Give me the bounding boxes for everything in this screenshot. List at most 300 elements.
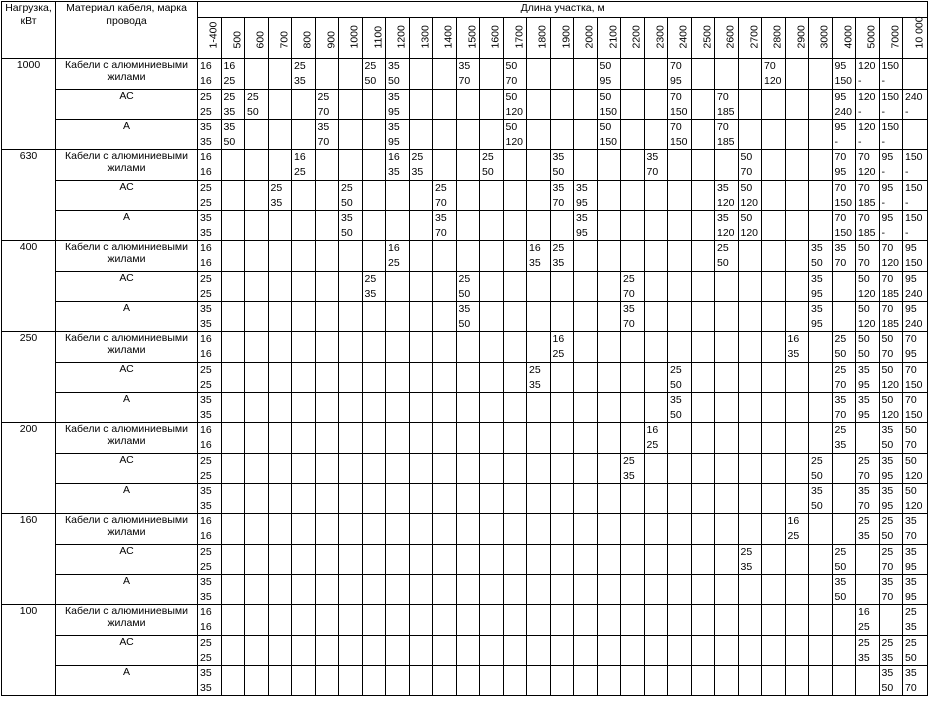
- section-value-bottom: 50: [670, 408, 682, 421]
- section-cell: [268, 181, 292, 211]
- section-value-bottom: 25: [200, 105, 212, 118]
- section-cell: [550, 302, 574, 332]
- section-value-bottom: 185: [858, 196, 876, 209]
- section-cell: [644, 181, 668, 211]
- section-value-bottom: 35: [364, 287, 377, 300]
- section-cell: [245, 302, 269, 332]
- section-cell: [621, 302, 645, 332]
- section-cell: [362, 150, 386, 181]
- section-cell: [292, 514, 316, 545]
- length-column-header: [433, 18, 457, 59]
- length-label: 2100: [607, 25, 620, 49]
- section-value-top: 70: [670, 121, 682, 133]
- section-cell: [409, 636, 433, 666]
- section-value-bottom: 50: [247, 105, 259, 118]
- section-cell: [362, 514, 386, 545]
- section-cell: [809, 545, 833, 575]
- section-cell: [621, 514, 645, 545]
- section-value-bottom: 25: [294, 165, 306, 178]
- section-value-top: 70: [834, 212, 847, 224]
- section-cell: [480, 454, 504, 484]
- section-cell: [856, 241, 880, 272]
- section-cell: [715, 272, 739, 302]
- section-cell: [621, 454, 645, 484]
- section-value-top: 70: [858, 212, 870, 224]
- section-cell: [879, 666, 903, 696]
- section-cell: [456, 90, 480, 120]
- section-cell: [574, 332, 598, 363]
- section-cell: [221, 90, 245, 120]
- section-cell: [433, 272, 457, 302]
- section-cell: [292, 181, 316, 211]
- section-cell: [503, 393, 527, 423]
- section-value-top: 150: [905, 182, 923, 194]
- section-cell: [903, 181, 928, 211]
- section-cell: [503, 575, 527, 605]
- section-value-bottom: 95: [811, 287, 823, 300]
- section-value-top: 50: [505, 60, 518, 72]
- section-cell: [621, 181, 645, 211]
- section-cell: [597, 59, 621, 90]
- length-label: 1400: [442, 25, 455, 49]
- section-cell: [409, 120, 433, 150]
- section-cell: [809, 59, 833, 90]
- load-value: 400: [2, 241, 56, 332]
- length-column-header: [409, 18, 433, 59]
- section-cell: [433, 302, 457, 332]
- section-value-bottom: 35: [834, 438, 847, 451]
- length-column-header: [221, 18, 245, 59]
- section-cell: [574, 181, 598, 211]
- section-value-bottom: 25: [646, 438, 659, 451]
- section-value-top: 240: [905, 91, 923, 103]
- section-cell: [809, 241, 833, 272]
- length-column-header: [715, 18, 739, 59]
- section-cell: [856, 181, 880, 211]
- section-value-bottom: 70: [834, 256, 847, 269]
- section-value-bottom: -: [905, 165, 909, 178]
- section-cell: [245, 484, 269, 514]
- section-cell: [574, 150, 598, 181]
- section-cell: [597, 545, 621, 575]
- section-cell: [644, 211, 668, 241]
- section-cell: [386, 59, 410, 90]
- section-value-bottom: 50: [223, 135, 236, 148]
- section-cell: [503, 302, 527, 332]
- section-value-top: 50: [881, 364, 894, 376]
- section-cell: [856, 272, 880, 302]
- section-cell: [456, 332, 480, 363]
- section-cell: [221, 150, 245, 181]
- section-cell: [292, 241, 316, 272]
- section-cell: [480, 211, 504, 241]
- section-value-bottom: 120: [881, 408, 900, 421]
- material-cell: Кабели с алюминиевыми жилами: [56, 514, 198, 545]
- table-row: [2, 181, 928, 211]
- section-cell: [785, 211, 809, 241]
- section-cell: [339, 241, 363, 272]
- section-cell: [362, 59, 386, 90]
- section-cell: [574, 241, 598, 272]
- section-cell: [644, 514, 668, 545]
- length-column-header: [198, 18, 222, 59]
- section-value-top: 35: [552, 151, 565, 163]
- section-cell: [245, 211, 269, 241]
- section-cell: [292, 484, 316, 514]
- section-cell: [503, 363, 527, 393]
- section-cell: [597, 120, 621, 150]
- section-cell: [315, 272, 339, 302]
- section-cell: [409, 59, 433, 90]
- section-cell: [738, 575, 762, 605]
- section-cell: [644, 605, 668, 636]
- length-label: 1000: [348, 25, 361, 49]
- section-cell: [762, 90, 786, 120]
- section-cell: [292, 545, 316, 575]
- section-value-top: 70: [881, 303, 894, 315]
- section-value-bottom: 25: [552, 347, 565, 360]
- section-cell: [879, 59, 903, 90]
- section-cell: [362, 545, 386, 575]
- section-value-top: 35: [834, 576, 847, 588]
- section-cell: [480, 545, 504, 575]
- section-value-top: 25: [200, 273, 212, 285]
- section-cell: [221, 59, 245, 90]
- section-cell: [809, 90, 833, 120]
- section-cell: [668, 423, 692, 454]
- length-column-header: [621, 18, 645, 59]
- section-cell: [879, 181, 903, 211]
- section-cell: [738, 241, 762, 272]
- section-cell: [691, 90, 715, 120]
- section-cell: [527, 59, 551, 90]
- section-cell: [574, 423, 598, 454]
- table-row: [2, 605, 928, 636]
- section-cell: [198, 181, 222, 211]
- section-value-bottom: -: [858, 105, 862, 118]
- section-cell: [574, 363, 598, 393]
- section-value-top: 25: [364, 60, 377, 72]
- section-cell: [456, 302, 480, 332]
- section-cell: [715, 636, 739, 666]
- section-cell: [503, 90, 527, 120]
- section-value-top: 16: [552, 333, 565, 345]
- section-cell: [386, 545, 410, 575]
- section-cell: [503, 241, 527, 272]
- section-value-top: 70: [905, 333, 917, 345]
- section-cell: [503, 150, 527, 181]
- section-cell: [409, 575, 433, 605]
- section-value-bottom: 95: [881, 469, 894, 482]
- section-cell: [668, 393, 692, 423]
- section-value-top: 35: [834, 394, 847, 406]
- section-value-top: 25: [905, 637, 917, 649]
- section-cell: [386, 181, 410, 211]
- section-cell: [198, 666, 222, 696]
- section-cell: [433, 454, 457, 484]
- section-value-top: 35: [576, 212, 588, 224]
- section-value-bottom: 150: [599, 135, 618, 148]
- section-cell: [644, 484, 668, 514]
- section-value-top: 50: [905, 455, 917, 467]
- section-cell: [715, 454, 739, 484]
- section-value-bottom: 70: [905, 681, 917, 694]
- section-cell: [315, 545, 339, 575]
- section-value-top: 25: [858, 455, 870, 467]
- section-value-top: 35: [388, 121, 400, 133]
- section-value-top: 16: [200, 515, 212, 527]
- section-cell: [903, 423, 928, 454]
- section-cell: [339, 211, 363, 241]
- table-row: [2, 332, 928, 363]
- section-cell: [433, 423, 457, 454]
- section-value-top: 70: [905, 394, 917, 406]
- material-cell: АС: [56, 181, 198, 211]
- section-cell: [856, 332, 880, 363]
- section-cell: [503, 181, 527, 211]
- table-row: [2, 575, 928, 605]
- section-value-bottom: 120: [740, 226, 759, 239]
- section-cell: [527, 332, 551, 363]
- section-cell: [409, 90, 433, 120]
- section-cell: [315, 423, 339, 454]
- section-value-top: 50: [505, 91, 518, 103]
- section-value-bottom: 35: [881, 651, 894, 664]
- section-value-top: 25: [411, 151, 424, 163]
- section-value-top: 25: [529, 364, 541, 376]
- section-cell: [433, 545, 457, 575]
- section-cell: [221, 211, 245, 241]
- section-cell: [315, 454, 339, 484]
- section-value-top: 25: [881, 637, 894, 649]
- section-cell: [668, 150, 692, 181]
- section-cell: [644, 575, 668, 605]
- section-cell: [691, 332, 715, 363]
- section-cell: [715, 302, 739, 332]
- section-cell: [221, 514, 245, 545]
- section-value-top: 50: [881, 394, 894, 406]
- section-value-bottom: 50: [341, 196, 353, 209]
- section-value-top: 16: [294, 151, 306, 163]
- section-cell: [480, 332, 504, 363]
- section-value-top: 150: [905, 151, 923, 163]
- section-cell: [409, 393, 433, 423]
- section-value-top: 25: [200, 182, 212, 194]
- material-cell: АС: [56, 636, 198, 666]
- material-cell: А: [56, 484, 198, 514]
- section-cell: [550, 272, 574, 302]
- section-cell: [644, 302, 668, 332]
- section-cell: [832, 150, 856, 181]
- section-value-top: 16: [388, 151, 400, 163]
- section-cell: [339, 363, 363, 393]
- section-cell: [668, 272, 692, 302]
- section-cell: [527, 636, 551, 666]
- length-column-header: [527, 18, 551, 59]
- material-cell: АС: [56, 272, 198, 302]
- section-cell: [832, 59, 856, 90]
- section-cell: [856, 150, 880, 181]
- section-value-bottom: 95: [576, 226, 588, 239]
- section-cell: [574, 120, 598, 150]
- section-cell: [762, 575, 786, 605]
- section-cell: [903, 302, 928, 332]
- section-cell: [785, 666, 809, 696]
- section-cell: [480, 150, 504, 181]
- section-cell: [738, 423, 762, 454]
- section-value-bottom: -: [858, 135, 862, 148]
- section-cell: [480, 120, 504, 150]
- section-cell: [480, 59, 504, 90]
- section-cell: [221, 454, 245, 484]
- table-row: [2, 150, 928, 181]
- section-cell: [456, 575, 480, 605]
- section-cell: [644, 454, 668, 484]
- section-cell: [738, 90, 762, 120]
- section-value-top: 95: [905, 242, 917, 254]
- section-cell: [245, 90, 269, 120]
- length-label: 2900: [795, 25, 808, 49]
- section-cell: [668, 454, 692, 484]
- section-cell: [550, 484, 574, 514]
- section-cell: [550, 332, 574, 363]
- section-cell: [621, 605, 645, 636]
- section-cell: [621, 332, 645, 363]
- section-cell: [879, 241, 903, 272]
- section-value-bottom: 50: [881, 681, 894, 694]
- section-cell: [433, 636, 457, 666]
- header-material: Материал кабеля, марка провода: [56, 2, 198, 59]
- section-value-top: 35: [811, 485, 823, 497]
- section-cell: [550, 120, 574, 150]
- section-cell: [809, 272, 833, 302]
- section-cell: [268, 59, 292, 90]
- section-cell: [339, 666, 363, 696]
- section-cell: [503, 545, 527, 575]
- section-cell: [527, 90, 551, 120]
- section-value-top: 25: [200, 637, 212, 649]
- section-value-bottom: 35: [787, 347, 800, 360]
- section-cell: [268, 605, 292, 636]
- section-value-top: 25: [881, 515, 894, 527]
- section-value-bottom: 120: [717, 226, 735, 239]
- section-cell: [292, 423, 316, 454]
- section-cell: [738, 150, 762, 181]
- section-cell: [832, 605, 856, 636]
- section-value-top: 150: [905, 212, 923, 224]
- section-cell: [621, 666, 645, 696]
- section-cell: [339, 636, 363, 666]
- section-cell: [527, 302, 551, 332]
- table-body: [2, 59, 928, 696]
- section-cell: [550, 241, 574, 272]
- section-cell: [621, 363, 645, 393]
- section-cell: [621, 423, 645, 454]
- section-cell: [433, 666, 457, 696]
- section-cell: [268, 90, 292, 120]
- section-cell: [879, 90, 903, 120]
- section-cell: [832, 272, 856, 302]
- section-value-bottom: 150: [905, 378, 923, 391]
- section-value-top: 25: [858, 637, 870, 649]
- length-column-header: [503, 18, 527, 59]
- section-value-bottom: 35: [623, 469, 635, 482]
- section-cell: [221, 666, 245, 696]
- section-value-top: 70: [858, 151, 870, 163]
- section-cell: [315, 150, 339, 181]
- section-cell: [644, 363, 668, 393]
- section-cell: [198, 332, 222, 363]
- section-value-bottom: 50: [834, 590, 847, 603]
- section-value-top: 120: [858, 91, 876, 103]
- section-value-bottom: 120: [740, 196, 759, 209]
- section-value-top: 16: [200, 60, 212, 72]
- section-value-bottom: 35: [858, 651, 870, 664]
- section-cell: [856, 393, 880, 423]
- section-value-bottom: 25: [223, 74, 236, 87]
- section-value-bottom: 240: [905, 317, 923, 330]
- length-label: 2200: [630, 25, 643, 49]
- section-value-bottom: 95: [834, 165, 847, 178]
- section-cell: [245, 393, 269, 423]
- section-value-bottom: 25: [200, 469, 212, 482]
- section-cell: [574, 272, 598, 302]
- section-cell: [480, 302, 504, 332]
- section-cell: [339, 90, 363, 120]
- section-value-top: 95: [881, 212, 894, 224]
- length-column-header: [879, 18, 903, 59]
- section-cell: [480, 363, 504, 393]
- section-cell: [738, 636, 762, 666]
- length-column-header: [245, 18, 269, 59]
- material-cell: АС: [56, 454, 198, 484]
- length-label: 600: [254, 30, 267, 49]
- section-cell: [621, 393, 645, 423]
- section-cell: [809, 181, 833, 211]
- section-cell: [409, 332, 433, 363]
- section-cell: [221, 120, 245, 150]
- section-cell: [903, 393, 928, 423]
- section-cell: [574, 302, 598, 332]
- section-cell: [503, 211, 527, 241]
- section-cell: [715, 181, 739, 211]
- section-value-bottom: 25: [787, 529, 800, 542]
- section-cell: [715, 211, 739, 241]
- section-value-bottom: 240: [834, 105, 853, 118]
- section-cell: [644, 59, 668, 90]
- section-cell: [809, 605, 833, 636]
- section-cell: [597, 666, 621, 696]
- section-cell: [527, 484, 551, 514]
- section-value-bottom: 150: [905, 408, 923, 421]
- section-cell: [785, 241, 809, 272]
- section-value-bottom: 35: [411, 165, 424, 178]
- length-column-header: [550, 18, 574, 59]
- section-cell: [597, 393, 621, 423]
- section-cell: [315, 302, 339, 332]
- section-cell: [809, 636, 833, 666]
- section-cell: [409, 514, 433, 545]
- section-cell: [903, 545, 928, 575]
- section-cell: [198, 59, 222, 90]
- section-cell: [621, 211, 645, 241]
- section-cell: [832, 363, 856, 393]
- section-value-bottom: 70: [858, 469, 870, 482]
- section-value-bottom: 16: [200, 256, 212, 269]
- section-value-bottom: -: [834, 135, 838, 148]
- section-value-top: 35: [670, 394, 682, 406]
- section-value-bottom: 25: [200, 651, 212, 664]
